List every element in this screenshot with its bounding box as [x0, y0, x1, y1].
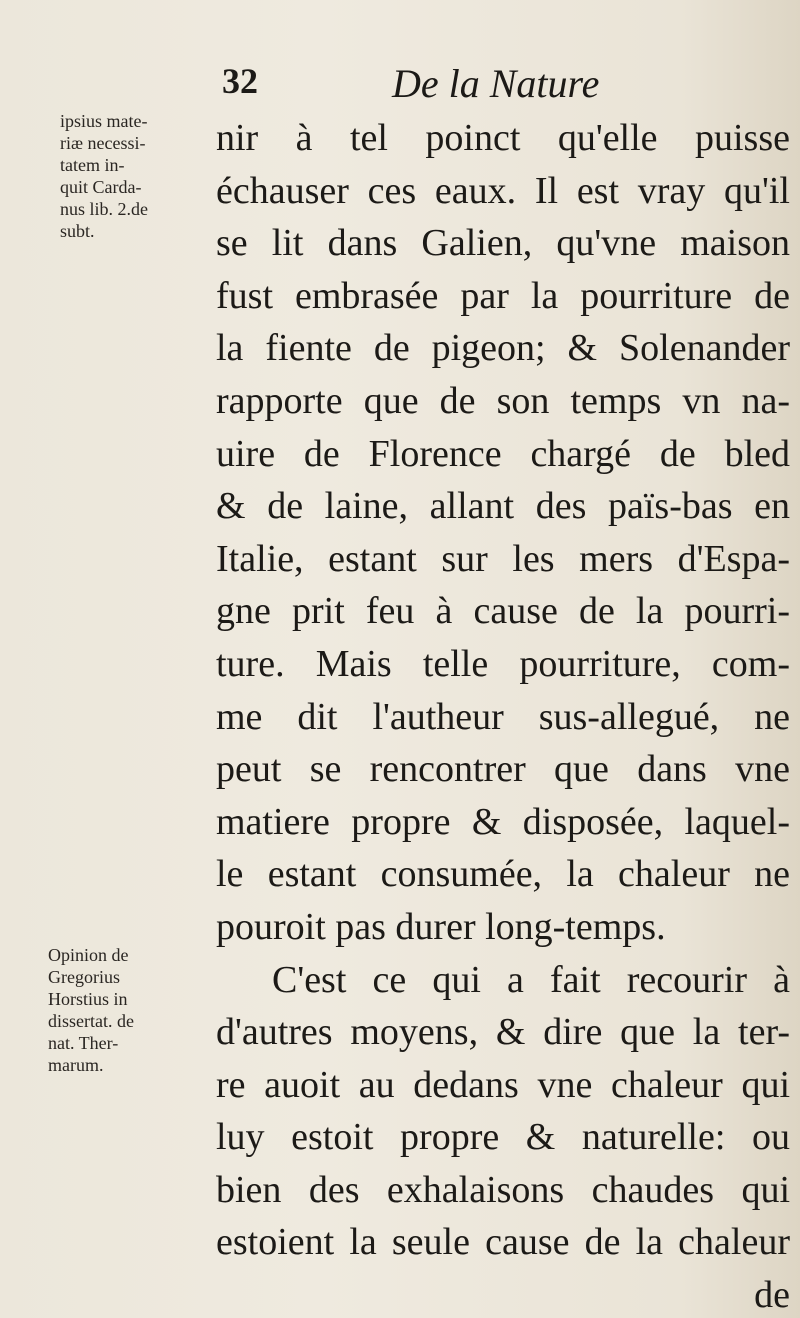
- marginal-note-cardanus: [60, 110, 210, 242]
- text-line: gne prit feu à cause de la pourri-: [216, 590, 790, 633]
- text-line: Italie, estant sur les mers d'Espa-: [216, 537, 790, 580]
- catchword: de: [754, 1274, 790, 1317]
- text-line: rapporte que de son temps vn na-: [216, 379, 790, 422]
- page-number: 32: [222, 61, 258, 101]
- marginal-line: Horstius in: [48, 989, 128, 1009]
- marginal-line: marum.: [48, 1055, 104, 1075]
- text-line: re auoit au dedans vne chaleur qui: [216, 1063, 790, 1106]
- running-title: De la Nature: [392, 61, 600, 106]
- main-text: [216, 112, 790, 1318]
- marginal-line: riæ necessi-: [60, 133, 146, 153]
- text-line: estoient la seule cause de la chaleur: [216, 1221, 790, 1264]
- text-line: d'autres moyens, & dire que la ter-: [216, 1011, 790, 1054]
- text-line: échauser ces eaux. Il est vray qu'il: [216, 169, 790, 212]
- marginal-line: subt.: [60, 221, 95, 241]
- text-line: nir à tel poinct qu'elle puisse: [216, 117, 790, 159]
- text-line: matiere propre & disposée, laquel-: [216, 800, 790, 843]
- marginal-line: Opinion de: [48, 945, 129, 965]
- text-line: luy estoit propre & naturelle: ou: [216, 1116, 790, 1159]
- text-line: fust embrasée par la pourriture de: [216, 274, 790, 317]
- marginal-line: nat. Ther-: [48, 1033, 119, 1053]
- text-line: uire de Florence chargé de bled: [216, 432, 790, 475]
- text-line: bien des exhalaisons chaudes qui: [216, 1168, 790, 1211]
- text-line: ture. Mais telle pourriture, com-: [216, 642, 790, 685]
- marginal-line: ipsius mate-: [60, 111, 148, 131]
- text-line: le estant consumée, la chaleur ne: [216, 853, 790, 896]
- marginal-line: nus lib. 2.de: [60, 199, 148, 219]
- page-header: [0, 60, 800, 112]
- marginal-note-horstius: [48, 944, 198, 1076]
- text-line: C'est ce qui a fait recourir à: [272, 958, 790, 1001]
- marginal-line: Gregorius: [48, 967, 120, 987]
- marginal-line: tatem in-: [60, 155, 125, 175]
- text-line: me dit l'autheur sus-allegué, ne: [216, 695, 790, 738]
- text-line: pouroit pas durer long-temps.: [216, 905, 666, 948]
- text-line: peut se rencontrer que dans vne: [216, 748, 790, 791]
- marginal-line: dissertat. de: [48, 1011, 134, 1031]
- marginal-line: quit Carda-: [60, 177, 142, 197]
- text-line: & de laine, allant des païs-bas en: [216, 485, 790, 528]
- text-line: la fiente de pigeon; & Solenander: [216, 327, 790, 370]
- text-line: se lit dans Galien, qu'vne maison: [216, 222, 790, 265]
